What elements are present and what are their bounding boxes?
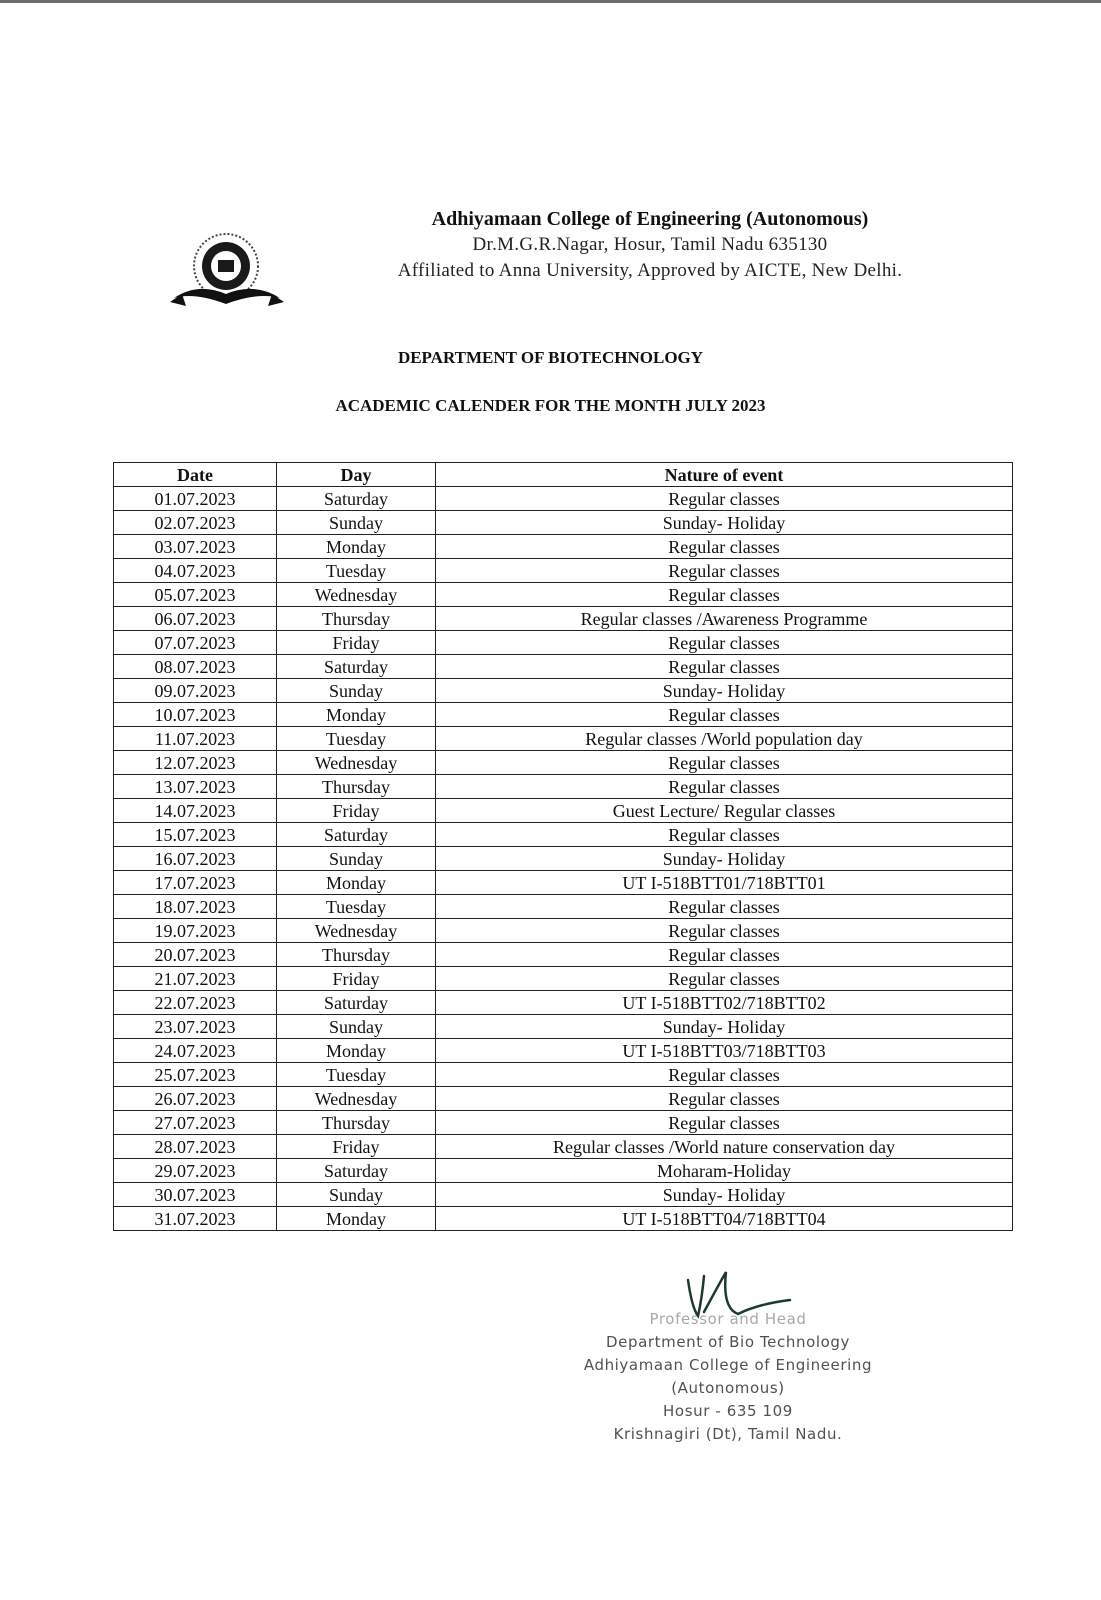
table-row — [114, 1039, 1013, 1063]
cell-date: 10.07.2023 — [114, 703, 277, 727]
cell-day: Thursday — [277, 943, 436, 967]
cell-day: Sunday — [277, 1183, 436, 1207]
cell-day: Friday — [277, 967, 436, 991]
cell-day: Tuesday — [277, 559, 436, 583]
cell-date: 25.07.2023 — [114, 1063, 277, 1087]
table-row — [114, 823, 1013, 847]
cell-event: Regular classes — [436, 967, 1013, 991]
cell-day: Tuesday — [277, 895, 436, 919]
cell-event: Regular classes /Awareness Programme — [436, 607, 1013, 631]
cell-date: 24.07.2023 — [114, 1039, 277, 1063]
cell-day: Thursday — [277, 607, 436, 631]
cell-day: Wednesday — [277, 1087, 436, 1111]
cell-date: 15.07.2023 — [114, 823, 277, 847]
table-row — [114, 631, 1013, 655]
table-row — [114, 535, 1013, 559]
cell-date: 22.07.2023 — [114, 991, 277, 1015]
cell-date: 14.07.2023 — [114, 799, 277, 823]
cell-event: Regular classes — [436, 775, 1013, 799]
seal-line: Hosur - 635 109 — [663, 1402, 793, 1420]
table-row — [114, 871, 1013, 895]
cell-day: Wednesday — [277, 919, 436, 943]
table-header-row — [114, 463, 1013, 487]
table-row — [114, 847, 1013, 871]
table-row — [114, 799, 1013, 823]
cell-event: Sunday- Holiday — [436, 847, 1013, 871]
seal-line: Department of Bio Technology — [606, 1333, 850, 1351]
cell-day: Saturday — [277, 487, 436, 511]
cell-event: Guest Lecture/ Regular classes — [436, 799, 1013, 823]
table-row — [114, 1183, 1013, 1207]
cell-event: Regular classes — [436, 751, 1013, 775]
table-row — [114, 1159, 1013, 1183]
cell-date: 13.07.2023 — [114, 775, 277, 799]
college-header — [340, 206, 960, 284]
cell-day: Monday — [277, 871, 436, 895]
table-row — [114, 511, 1013, 535]
department-title: DEPARTMENT OF BIOTECHNOLOGY — [397, 348, 704, 367]
cell-event: Regular classes — [436, 1087, 1013, 1111]
table-row — [114, 1087, 1013, 1111]
table-row — [114, 775, 1013, 799]
table-row — [114, 727, 1013, 751]
cell-event: Regular classes — [436, 559, 1013, 583]
cell-event: Sunday- Holiday — [436, 1015, 1013, 1039]
academic-calendar-table — [113, 462, 1013, 1231]
table-row — [114, 1207, 1013, 1231]
table-row — [114, 559, 1013, 583]
cell-date: 08.07.2023 — [114, 655, 277, 679]
cell-date: 30.07.2023 — [114, 1183, 277, 1207]
cell-event: Regular classes — [436, 631, 1013, 655]
cell-event: UT I-518BTT01/718BTT01 — [436, 871, 1013, 895]
cell-day: Monday — [277, 1039, 436, 1063]
cell-date: 01.07.2023 — [114, 487, 277, 511]
column-header-date: Date — [114, 463, 277, 487]
cell-event: Regular classes — [436, 535, 1013, 559]
cell-day: Monday — [277, 1207, 436, 1231]
cell-day: Thursday — [277, 1111, 436, 1135]
cell-date: 29.07.2023 — [114, 1159, 277, 1183]
cell-date: 07.07.2023 — [114, 631, 277, 655]
cell-date: 27.07.2023 — [114, 1111, 277, 1135]
table-row — [114, 943, 1013, 967]
cell-event: Regular classes — [436, 895, 1013, 919]
cell-date: 18.07.2023 — [114, 895, 277, 919]
college-name: Adhiyamaan College of Engineering (Autonomous) — [431, 208, 869, 230]
cell-day: Tuesday — [277, 1063, 436, 1087]
cell-date: 02.07.2023 — [114, 511, 277, 535]
cell-day: Tuesday — [277, 727, 436, 751]
cell-day: Sunday — [277, 511, 436, 535]
cell-event: Regular classes — [436, 487, 1013, 511]
cell-date: 28.07.2023 — [114, 1135, 277, 1159]
cell-date: 21.07.2023 — [114, 967, 277, 991]
cell-event: Regular classes — [436, 1111, 1013, 1135]
table-row — [114, 1135, 1013, 1159]
cell-date: 09.07.2023 — [114, 679, 277, 703]
cell-event: UT I-518BTT04/718BTT04 — [436, 1207, 1013, 1231]
table-row — [114, 487, 1013, 511]
cell-event: UT I-518BTT03/718BTT03 — [436, 1039, 1013, 1063]
cell-day: Monday — [277, 703, 436, 727]
cell-day: Saturday — [277, 655, 436, 679]
table-row — [114, 583, 1013, 607]
college-address: Dr.M.G.R.Nagar, Hosur, Tamil Nadu 635130 — [472, 234, 828, 255]
table-row — [114, 1063, 1013, 1087]
table-row — [114, 703, 1013, 727]
cell-day: Monday — [277, 535, 436, 559]
cell-date: 11.07.2023 — [114, 727, 277, 751]
table-body — [114, 487, 1013, 1231]
cell-date: 23.07.2023 — [114, 1015, 277, 1039]
cell-date: 31.07.2023 — [114, 1207, 277, 1231]
cell-event: Regular classes — [436, 583, 1013, 607]
department-seal — [528, 1308, 928, 1446]
cell-day: Sunday — [277, 1015, 436, 1039]
cell-date: 12.07.2023 — [114, 751, 277, 775]
cell-date: 26.07.2023 — [114, 1087, 277, 1111]
cell-event: Regular classes — [436, 655, 1013, 679]
table-row — [114, 991, 1013, 1015]
cell-event: UT I-518BTT02/718BTT02 — [436, 991, 1013, 1015]
cell-event: Regular classes — [436, 943, 1013, 967]
cell-day: Thursday — [277, 775, 436, 799]
seal-line: Professor and Head — [649, 1310, 807, 1328]
cell-event: Regular classes — [436, 919, 1013, 943]
table-row — [114, 1111, 1013, 1135]
cell-date: 20.07.2023 — [114, 943, 277, 967]
cell-day: Saturday — [277, 991, 436, 1015]
seal-line: Krishnagiri (Dt), Tamil Nadu. — [613, 1425, 843, 1443]
cell-day: Saturday — [277, 1159, 436, 1183]
cell-day: Friday — [277, 1135, 436, 1159]
cell-event: Regular classes — [436, 703, 1013, 727]
cell-event: Moharam-Holiday — [436, 1159, 1013, 1183]
cell-event: Regular classes — [436, 823, 1013, 847]
cell-event: Regular classes /World population day — [436, 727, 1013, 751]
college-affiliation: Affiliated to Anna University, Approved by AICTE, New Delhi. — [397, 260, 903, 281]
table-row — [114, 655, 1013, 679]
table-row — [114, 895, 1013, 919]
cell-day: Friday — [277, 631, 436, 655]
cell-day: Saturday — [277, 823, 436, 847]
college-emblem-icon — [168, 228, 286, 316]
cell-event: Regular classes /World nature conservation day — [436, 1135, 1013, 1159]
cell-day: Wednesday — [277, 583, 436, 607]
column-header-event: Nature of event — [436, 463, 1013, 487]
table-row — [114, 679, 1013, 703]
table-row — [114, 751, 1013, 775]
cell-date: 16.07.2023 — [114, 847, 277, 871]
cell-date: 06.07.2023 — [114, 607, 277, 631]
calendar-title: ACADEMIC CALENDER FOR THE MONTH JULY 2023 — [335, 396, 766, 415]
cell-event: Sunday- Holiday — [436, 679, 1013, 703]
table-row — [114, 607, 1013, 631]
cell-date: 04.07.2023 — [114, 559, 277, 583]
cell-date: 19.07.2023 — [114, 919, 277, 943]
cell-date: 17.07.2023 — [114, 871, 277, 895]
table-row — [114, 919, 1013, 943]
column-header-day: Day — [277, 463, 436, 487]
cell-event: Sunday- Holiday — [436, 1183, 1013, 1207]
cell-event: Sunday- Holiday — [436, 511, 1013, 535]
table-row — [114, 1015, 1013, 1039]
cell-day: Sunday — [277, 679, 436, 703]
top-edge-line — [0, 0, 1101, 3]
cell-date: 05.07.2023 — [114, 583, 277, 607]
cell-event: Regular classes — [436, 1063, 1013, 1087]
table-row — [114, 967, 1013, 991]
cell-day: Friday — [277, 799, 436, 823]
cell-day: Sunday — [277, 847, 436, 871]
seal-line: Adhiyamaan College of Engineering (Autonomous) — [583, 1356, 873, 1397]
cell-date: 03.07.2023 — [114, 535, 277, 559]
cell-day: Wednesday — [277, 751, 436, 775]
